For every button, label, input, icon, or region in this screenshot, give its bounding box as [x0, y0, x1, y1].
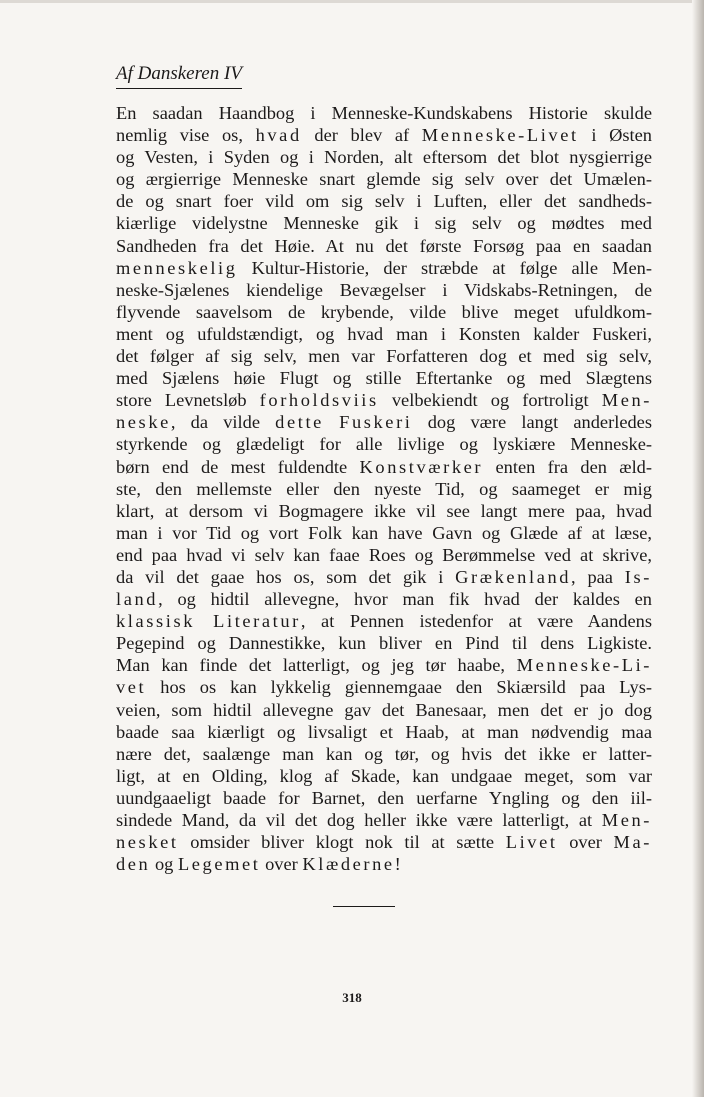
- text-segment: end paa hvad vi selv kan faae Roes og Berømmelse ved at skrive,: [116, 544, 652, 565]
- text-segment: børn end de mest fuldendte: [116, 456, 360, 477]
- text-segment: nemlig vise os,: [116, 125, 256, 146]
- text-segment: , paa: [571, 566, 625, 587]
- text-line: [116, 456, 652, 478]
- text-segment: , at Pennen istedenfor at være Aandens: [300, 611, 652, 632]
- text-segment: sindede Mand, da vil det dog heller ikke være latterligt, at: [116, 810, 602, 830]
- page-right-edge: [692, 0, 704, 1097]
- text-line: [116, 235, 652, 257]
- text-line: [116, 522, 652, 544]
- text-line: [116, 367, 652, 389]
- text-segment: hos os kan lykkelig giennemgaae den Skiærsild paa Lys-: [146, 677, 652, 698]
- page-number: 318: [342, 990, 362, 1005]
- text-segment: En saadan Haandbog i Menneske-Kundskabens Historie skulde: [116, 103, 652, 123]
- end-rule: [333, 906, 395, 907]
- text-line: [116, 301, 652, 323]
- text-segment: , da vilde: [170, 412, 276, 433]
- text-segment: styrkende og glædeligt for alle livlige og lyskiære Menneske-: [116, 434, 652, 455]
- spaced-emphasis: Menneske-Li-: [516, 655, 652, 676]
- text-line: [116, 500, 652, 522]
- spaced-emphasis: forholdsviis: [259, 390, 379, 411]
- text-segment: over: [260, 854, 303, 875]
- spaced-emphasis: vet: [116, 677, 147, 698]
- running-header: Af Danskeren IV: [116, 62, 242, 89]
- text-line: [116, 478, 652, 500]
- text-segment: i Østen: [578, 125, 652, 146]
- spaced-emphasis: Konstværker: [359, 456, 484, 477]
- spaced-emphasis: hvad: [255, 125, 302, 146]
- text-segment: velbekiendt og fortroligt: [378, 390, 602, 411]
- text-segment: kiærlige videlystne Menneske gik i sig selv og mødtes med: [116, 213, 652, 234]
- text-segment: Kultur-Historie, der stræbde at følge alle Men-: [237, 257, 652, 278]
- body-text: [116, 102, 652, 875]
- text-segment: omsider bliver klogt nok til at sætte: [178, 832, 506, 853]
- spaced-emphasis: Grækenland: [455, 566, 572, 587]
- text-segment: og ærgierrige Menneske snart glemde sig selv over det Umælen-: [116, 169, 652, 190]
- text-segment: ste, den mellemste eller den nyeste Tid, og saameget er mig: [116, 478, 652, 499]
- text-segment: klart, at dersom vi Bogmagere ikke vil see langt mere paa, hvad: [116, 500, 652, 521]
- spaced-emphasis: Ma-: [613, 832, 652, 853]
- text-line: [116, 566, 652, 588]
- text-segment: baade saa kiærligt og livsaligt et Haab, at man nødvendig maa: [116, 721, 652, 742]
- text-line: [116, 654, 652, 676]
- text-line: [116, 853, 652, 875]
- text-line: [116, 279, 652, 301]
- text-segment: man i vor Tid og vort Folk kan have Gavn og Glæde af at læse,: [116, 522, 652, 543]
- text-segment: neske-Sjælenes kiendelige Bevægelser i Vidskabs-Retningen, de: [116, 279, 652, 300]
- text-line: [116, 787, 652, 809]
- text-segment: dog være langt anderledes: [412, 412, 652, 433]
- spaced-emphasis: Legemet: [177, 854, 261, 875]
- text-line: [116, 323, 652, 345]
- text-line: [116, 632, 652, 654]
- text-segment: Pegepind og Dannestikke, kun bliver en Pind til dens Ligkiste.: [116, 633, 652, 654]
- text-segment: med Sjælens høie Flugt og stille Eftertanke og med Slægtens: [116, 368, 652, 389]
- text-line: [116, 102, 652, 124]
- text-line: [116, 831, 652, 853]
- spaced-emphasis: land: [116, 589, 159, 610]
- text-segment: Man kan finde det latterligt, og jeg tør haabe,: [116, 655, 517, 676]
- text-line: [116, 345, 652, 367]
- text-line: [116, 124, 652, 146]
- text-segment: uundgaaeligt baade for Barnet, den uerfarne Yngling og den iil-: [116, 787, 652, 808]
- spaced-emphasis: dette: [275, 412, 324, 433]
- text-segment: Sandheden fra det Høie. At nu det første Forsøg paa en saadan: [116, 235, 652, 256]
- text-line: [116, 257, 652, 279]
- text-line: [116, 676, 652, 698]
- text-line: [116, 411, 652, 433]
- text-line: [116, 389, 652, 411]
- text-segment: og: [150, 854, 178, 875]
- text-line: [116, 809, 652, 831]
- text-segment: de og snart foer vild om sig selv i Luften, eller det sandheds-: [116, 191, 652, 212]
- text-line: [116, 544, 652, 566]
- text-segment: det følger af sig selv, men var Forfatteren dog et med sig selv,: [116, 346, 652, 367]
- spaced-emphasis: Livet: [505, 832, 558, 853]
- spaced-emphasis: klassisk Literatur: [116, 611, 301, 632]
- text-line: [116, 765, 652, 787]
- text-line: [116, 610, 652, 632]
- spaced-emphasis: nesket: [116, 832, 179, 853]
- page-top-edge: [0, 0, 704, 3]
- text-line: [116, 433, 652, 455]
- text-line: [116, 190, 652, 212]
- spaced-emphasis: neske: [116, 412, 171, 433]
- text-segment: flyvende saavelsom de krybende, vilde blive meget ufuldkom-: [116, 301, 652, 322]
- spaced-emphasis: menneskelig: [116, 257, 238, 278]
- spaced-emphasis: Menneske-Livet: [421, 125, 579, 146]
- text-segment: veien, som hidtil allevegne gav det Banesaar, men det er jo dog: [116, 699, 652, 720]
- text-line: [116, 146, 652, 168]
- text-segment: da vil det gaae hos os, som det gik i: [116, 566, 456, 587]
- spaced-emphasis: den: [116, 854, 151, 875]
- text-segment: nære det, saalænge man kan og tør, og hvis det ikke er latter-: [116, 743, 652, 764]
- text-segment: der blev af: [301, 125, 422, 146]
- spaced-emphasis: Fuskeri: [339, 412, 413, 433]
- text-line: [116, 168, 652, 190]
- spaced-emphasis: Men-: [601, 390, 652, 411]
- spaced-emphasis: Is-: [624, 566, 652, 587]
- text-segment: ligt, at en Olding, klog af Skade, kan undgaae meget, som var: [116, 765, 652, 786]
- text-line: [116, 721, 652, 743]
- text-segment: over: [557, 832, 614, 853]
- text-line: [116, 588, 652, 610]
- text-segment: store Levnetsløb: [116, 390, 260, 411]
- text-segment: ment og ufuldstændigt, og hvad man i Konsten kalder Fuskeri,: [116, 323, 652, 344]
- text-segment: , og hidtil allevegne, hvor man fik hvad der kaldes en: [158, 589, 652, 610]
- text-line: [116, 743, 652, 765]
- text-segment: [324, 412, 339, 432]
- text-segment: !: [394, 854, 401, 875]
- text-segment: enten fra den æld-: [483, 456, 652, 477]
- text-line: [116, 699, 652, 721]
- text-segment: og Vesten, i Syden og i Norden, alt eftersom det blot nysgierrige: [116, 147, 652, 168]
- spaced-emphasis: Men-: [601, 810, 652, 830]
- spaced-emphasis: Klæderne: [302, 854, 395, 875]
- text-line: [116, 212, 652, 234]
